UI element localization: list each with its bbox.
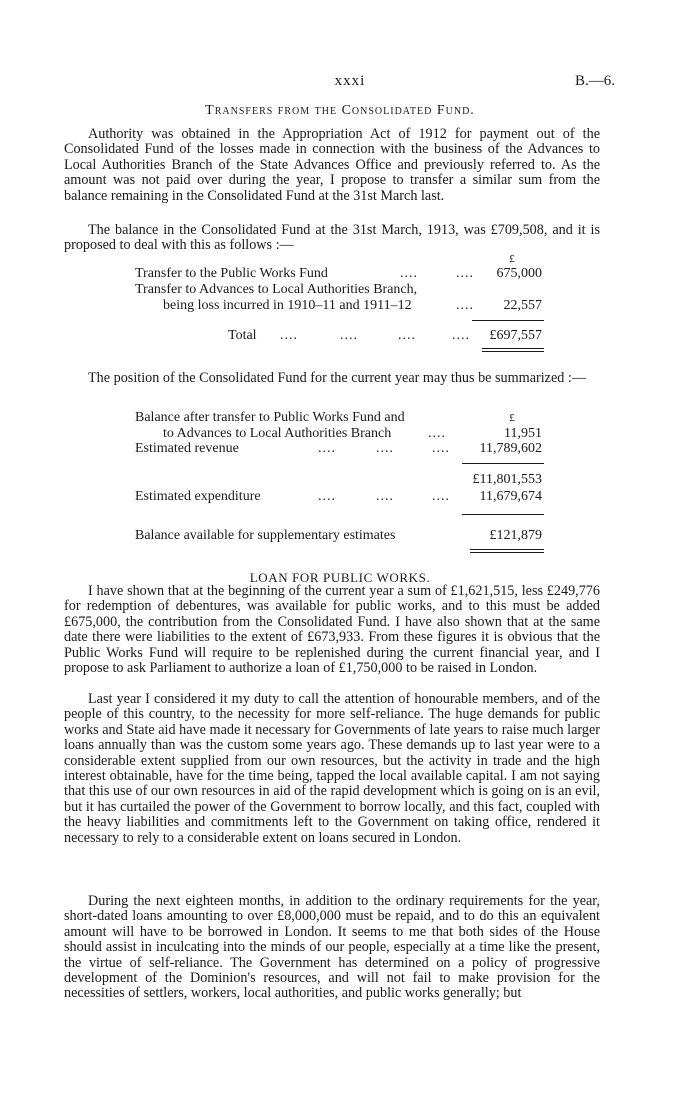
paragraph-balance-text: The balance in the Consolidated Fund at the 31st March, 1913, was £709,508, and it is proposed to deal with this as follows :— [64, 222, 600, 254]
currency-symbol: £ [509, 412, 515, 424]
leader-dots: .... [428, 426, 446, 441]
subtotal-value: £11,801,553 [472, 472, 542, 487]
row-label: Estimated revenue [135, 441, 239, 456]
leader-dots: .... [456, 298, 474, 313]
row-label: Transfer to Advances to Local Authorities Branch, [135, 282, 418, 297]
leader-dots: .... [376, 489, 394, 504]
leader-dots: .... [398, 328, 416, 343]
double-rule-bottom [482, 351, 544, 352]
document-reference: B.—6. [574, 73, 615, 89]
total-value: £697,557 [489, 328, 542, 343]
table-row [0, 298, 700, 314]
leader-dots: .... [400, 266, 418, 281]
table-row [0, 410, 700, 426]
table-row [0, 489, 700, 505]
leader-dots: .... [456, 266, 474, 281]
paragraph-eighteen-months [64, 894, 600, 1002]
paragraph-last-year-text: Last year I considered it my duty to call the attention of honourable members, and of the people of this country, to the necessity for more self-reliance. The huge demands for public works and State aid have made it necessary for Governments of late years to raise much larger loans annually than was the custom some years ago. These demands up to last year were to a considerable extent supplied from our own resources, but the activity in trade and the high interest obtainable, have for the time being, tapped the local available capital. I am not saying that this use of our own resources in aid of the rapid development which is going on is an evil, but it has curtailed the power of the Government to borrow locally, and this fact, coupled with the heavy liabilities and commitments left to the Government on taking office, rendered it necessary to rely to a considerable extent on loans secured in London. [64, 691, 600, 846]
table-row [0, 426, 700, 442]
table-row [0, 282, 700, 298]
paragraph-last-year [64, 692, 600, 846]
paragraph-shown [64, 584, 600, 676]
leader-dots: .... [376, 441, 394, 456]
section-title-loan: LOAN FOR PUBLIC WORKS. [249, 570, 431, 585]
table-row-total [0, 328, 700, 344]
row-value: 22,557 [503, 298, 542, 313]
double-rule-top [470, 549, 544, 550]
leader-dots: .... [452, 328, 470, 343]
leader-dots: .... [340, 328, 358, 343]
balance-value: £121,879 [489, 528, 542, 543]
paragraph-shown-text: I have shown that at the beginning of the current year a sum of £1,621,515, less £249,776 for redemption of debentures, was available for public works, and to this must be added £675,000, the contribution from the Consolidated Fund. I have also shown that at the same date there were liabilities to the extent of £673,933. From these figures it is obvious that the Public Works Fund will require to be replenished during the current financial year, and I propose to ask Parliament to authorize a loan of £1,750,000 to be raised in London. [64, 583, 600, 677]
leader-dots: .... [432, 441, 450, 456]
paragraph-position-text: The position of the Consolidated Fund for the current year may thus be summarized :— [88, 370, 587, 386]
row-label: Balance available for supplementary estimates [135, 528, 396, 543]
page-number: xxxi [334, 73, 366, 89]
row-value: 675,000 [496, 266, 542, 281]
paragraph-eighteen-months-text: During the next eighteen months, in addition to the ordinary requirements for the year, short-dated loans amounting to over £8,000,000 must be repaid, and to do this an equivalent amount will have to be borrowed in London. It seems to me that both sides of the House should assist in inculcating into the minds of our people, especially at a time like the present, the virtue of self-reliance. The Government has determined on a policy of progressive development of the Dominion's resources, and will not fail to make provision for the necessities of settlers, workers, local authorities, and public works generally; but [64, 893, 600, 1002]
leader-dots: .... [432, 489, 450, 504]
row-label: Estimated expenditure [135, 489, 261, 504]
double-rule-bottom [470, 552, 544, 553]
leader-dots: .... [280, 328, 298, 343]
row-value: 11,951 [504, 426, 542, 441]
row-label: Balance after transfer to Public Works Fund and [135, 410, 405, 425]
total-label: Total [228, 328, 257, 343]
row-value: 11,789,602 [479, 441, 542, 456]
leader-dots: .... [318, 489, 336, 504]
paragraph-position [64, 371, 600, 386]
paragraph-authority [64, 127, 600, 204]
paragraph-balance [64, 223, 600, 254]
table-row-balance [0, 528, 700, 544]
row-label: Transfer to the Public Works Fund [135, 266, 328, 281]
sum-rule [472, 320, 544, 321]
row-label: to Advances to Local Authorities Branch [163, 426, 392, 441]
paragraph-authority-text: Authority was obtained in the Appropriation Act of 1912 for payment out of the Consolidated Fund of the losses made in connection with the business of the Advances to Local Authorities Branch of the State Advances Office and previously referred to. As the amount was not paid over during the year, I propose to transfer a similar sum from the balance remaining in the Consolidated Fund at the 31st March last. [64, 126, 600, 204]
double-rule-top [482, 348, 544, 349]
sum-rule [462, 514, 544, 515]
row-value: 11,679,674 [479, 489, 542, 504]
sum-rule [462, 463, 544, 464]
leader-dots: .... [318, 441, 336, 456]
table-row [0, 441, 700, 457]
table-row [0, 266, 700, 282]
section-title-transfers: Transfers from the Consolidated Fund. [205, 103, 475, 118]
currency-symbol: £ [509, 253, 515, 265]
table-row-subtotal [0, 472, 700, 488]
row-label: being loss incurred in 1910–11 and 1911–12 [163, 298, 412, 313]
